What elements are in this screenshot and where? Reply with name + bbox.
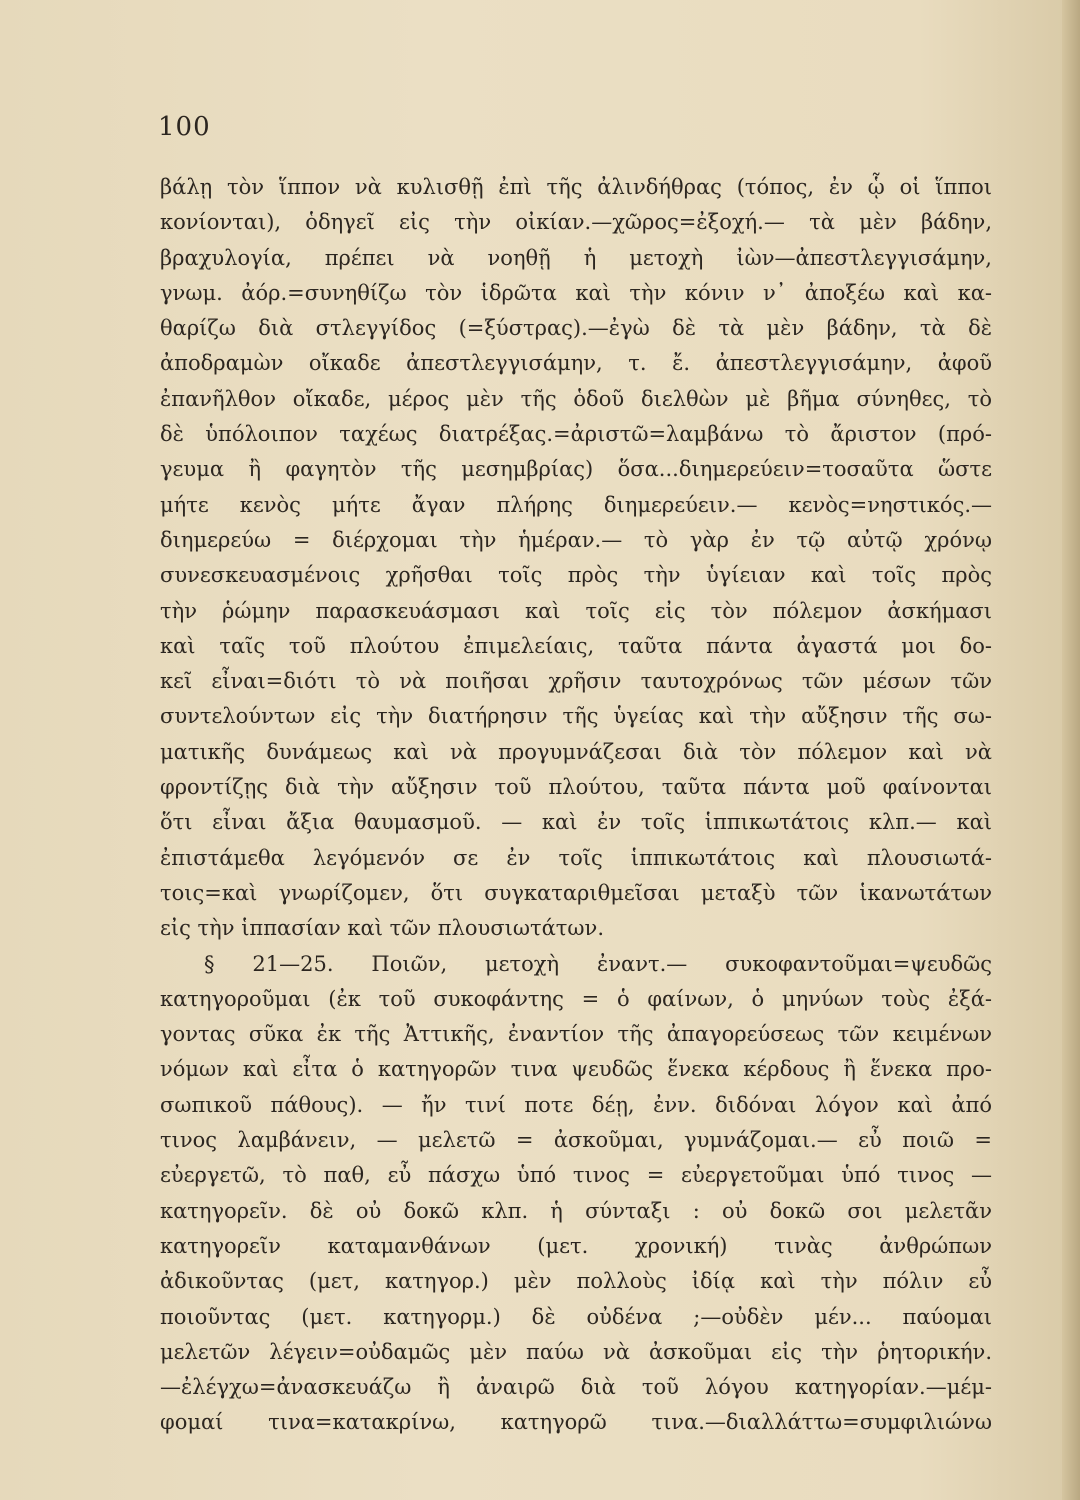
text-line: εἰς τὴν ἱππασίαν καὶ τῶν πλουσιωτάτων.	[160, 916, 604, 941]
text-line: καὶ ταῖς τοῦ πλούτου ἐπιμελείαις, ταῦτα πάντα ἀγαστά μοι δο-	[160, 633, 992, 658]
text-line: κονίονται), ὁδηγεῖ εἰς τὴν οἰκίαν.—χῶρος=ἐξοχή.— τὰ μὲν βάδην,	[160, 210, 992, 235]
text-line: σωπικοῦ πάθους). — ἤν τινί ποτε δέῃ, ἐνν. διδόναι λόγον καὶ ἀπό	[160, 1092, 992, 1117]
text-line: κεῖ εἶναι=διότι τὸ νὰ ποιῆσαι χρῆσιν ταυτοχρόνως τῶν μέσων τῶν	[160, 669, 992, 694]
text-line: ποιοῦντας (μετ. κατηγορμ.) δὲ οὐδένα ;—οὐδὲν μέν... παύομαι	[160, 1304, 992, 1329]
text-line: μήτε κενὸς μήτε ἄγαν πλήρης διημερεύειν.— κενὸς=νηστικός.—	[160, 492, 992, 517]
text-line: βάλῃ τὸν ἵππον νὰ κυλισθῇ ἐπὶ τῆς ἀλινδήθρας (τόπος, ἐν ᾧ οἱ ἵπποι	[160, 175, 992, 199]
text-line: τοις=καὶ γνωρίζομεν, ὅτι συγκαταριθμεῖσαι μεταξὺ τῶν ἱκανωτάτων	[160, 880, 992, 905]
text-line: ματικῆς δυνάμεως καὶ νὰ προγυμνάζεσαι διὰ τὸν πόλεμον καὶ νὰ	[160, 739, 992, 764]
text-line: γνωμ. ἀόρ.=συνηθίζω τὸν ἱδρῶτα καὶ τὴν κόνιν ν᾽ ἀποξέω καὶ κα-	[160, 280, 992, 305]
text-line: μελετῶν λέγειν=οὐδαμῶς μὲν παύω νὰ ἀσκοῦμαι εἰς τὴν ῥητορικήν.	[160, 1339, 992, 1364]
page-edge	[1062, 0, 1080, 1500]
page-number: 100	[158, 112, 211, 142]
text-line: —ἐλέγχω=ἀνασκευάζω ἢ ἀναιρῶ διὰ τοῦ λόγου κατηγορίαν.—μέμ-	[160, 1375, 992, 1400]
text-line	[160, 1441, 992, 1476]
text-line: συνεσκευασμένοις χρῆσθαι τοῖς πρὸς τὴν ὑγίειαν καὶ τοῖς πρὸς	[160, 563, 992, 588]
text-line: γοντας σῦκα ἐκ τῆς Ἀττικῆς, ἐναντίον τῆς ἀπαγορεύσεως τῶν κειμένων	[160, 1022, 992, 1047]
text-line: νόμων καὶ εἶτα ὁ κατηγορῶν τινα ψευδῶς ἕνεκα κέρδους ἢ ἕνεκα προ-	[160, 1057, 992, 1082]
body-text	[160, 170, 992, 1476]
text-line: φροντίζῃς διὰ τὴν αὔξησιν τοῦ πλούτου, ταῦτα πάντα μοῦ φαίνονται	[160, 775, 992, 800]
text-line: φομαί τινα=κατακρίνω, κατηγορῶ τινα.—διαλλάττω=συμφιλιώνω	[160, 1410, 992, 1435]
text-line: ἀδικοῦντας (μετ, κατηγορ.) μὲν πολλοὺς ἰδίᾳ καὶ τὴν πόλιν εὖ	[160, 1269, 992, 1294]
text-line: εὐεργετῶ, τὸ παθ, εὖ πάσχω ὑπό τινος = εὐεργετοῦμαι ὑπό τινος —	[160, 1163, 992, 1188]
text-line: συντελούντων εἰς τὴν διατήρησιν τῆς ὑγείας καὶ τὴν αὔξησιν τῆς σω-	[160, 704, 992, 729]
text-line: ὅτι εἶναι ἄξια θαυμασμοῦ. — καὶ ἐν τοῖς ἱππικωτάτοις κλπ.— καὶ	[160, 810, 992, 835]
text-line: δὲ ὑπόλοιπον ταχέως διατρέξας.=ἀριστῶ=λαμβάνω τὸ ἄριστον (πρό-	[160, 422, 992, 447]
text-line: ἐπανῆλθον οἴκαδε, μέρος μὲν τῆς ὁδοῦ διελθὼν μὲ βῆμα σύνηθες, τὸ	[160, 386, 992, 411]
text-line: τὴν ῥώμην παρασκευάσμασι καὶ τοῖς εἰς τὸν πόλεμον ἀσκήμασι	[160, 598, 992, 623]
text-line: θαρίζω διὰ στλεγγίδος (=ξύστρας).—ἐγὼ δὲ τὰ μὲν βάδην, τὰ δὲ	[160, 316, 992, 341]
text-line: κατηγορεῖν. δὲ οὐ δοκῶ κλπ. ἡ σύνταξι : οὐ δοκῶ σοι μελετᾶν	[160, 1198, 992, 1223]
text-line: ἐπιστάμεθα λεγόμενόν σε ἐν τοῖς ἱππικωτάτοις καὶ πλουσιωτά-	[160, 845, 992, 870]
section-heading-line: § 21—25. Ποιῶν, μετοχὴ ἐναντ.— συκοφαντοῦμαι=ψευδῶς	[204, 951, 992, 976]
text-line: γευμα ἢ φαγητὸν τῆς μεσημβρίας) ὅσα...διημερεύειν=τοσαῦτα ὥστε	[160, 457, 992, 482]
text-line: βραχυλογία, πρέπει νὰ νοηθῇ ἡ μετοχὴ ἰὼν—ἀπεστλεγγισάμην,	[160, 245, 992, 270]
text-line: ἀποδραμὼν οἴκαδε ἀπεστλεγγισάμην, τ. ἔ. ἀπεστλεγγισάμην, ἀφοῦ	[160, 351, 992, 376]
text-line: διημερεύω = διέρχομαι τὴν ἡμέραν.— τὸ γὰρ ἐν τῷ αὐτῷ χρόνῳ	[160, 527, 992, 552]
text-line: κατηγοροῦμαι (ἐκ τοῦ συκοφάντης = ὁ φαίνων, ὁ μηνύων τοὺς ἐξά-	[160, 986, 992, 1011]
text-line: τινος λαμβάνειν, — μελετῶ = ἀσκοῦμαι, γυμνάζομαι.— εὖ ποιῶ =	[160, 1128, 992, 1153]
text-line: κατηγορεῖν καταμανθάνων (μετ. χρονική) τινὰς ἀνθρώπων	[160, 1233, 992, 1258]
